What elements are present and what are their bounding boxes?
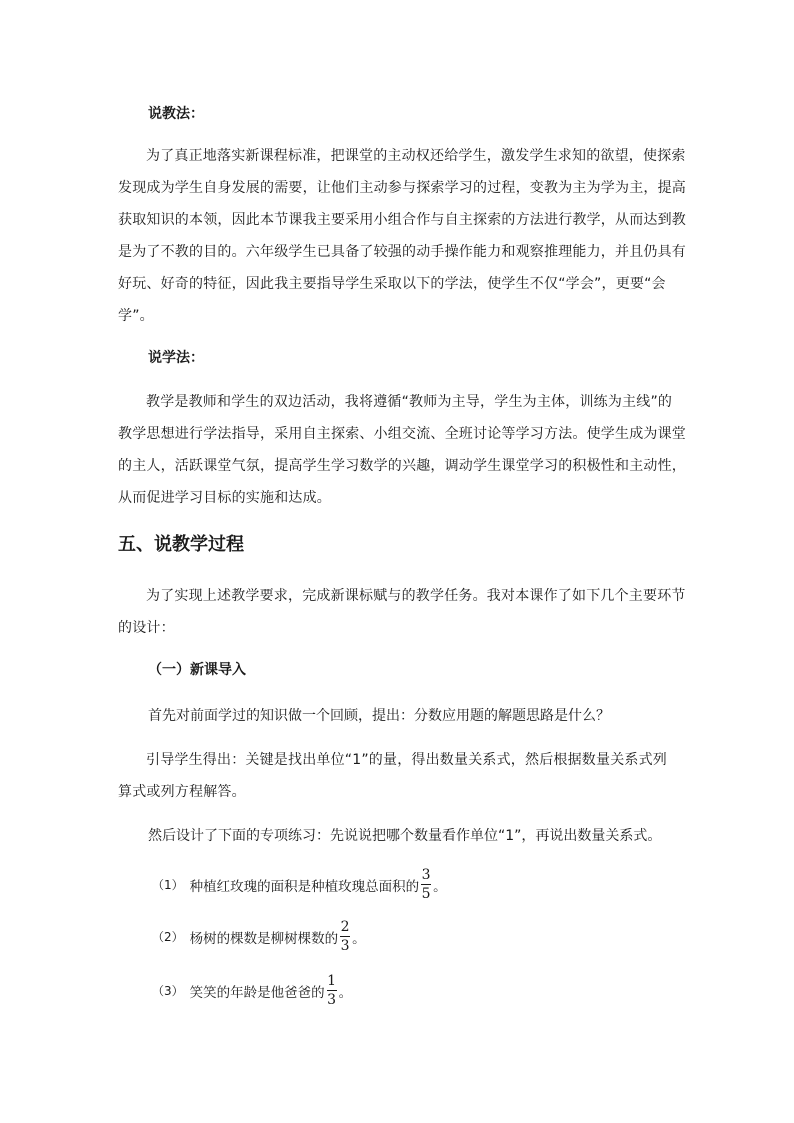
exercise-text: 杨树的棵数是柳树棵数的 (189, 930, 339, 947)
section-intro-paragraph (118, 580, 686, 644)
paragraph-line: 发现成为学生自身发展的需要，让他们主动参与探索学习的过程，变教为主为学为主，提高 (118, 180, 686, 196)
paragraph-line: 获取知识的本领，因此本节课我主要采用小组合作与自主探索的方法进行教学，从而达到教 (118, 212, 686, 228)
fraction-denominator: 3 (327, 992, 337, 1008)
practice-text: 然后设计了下面的专项练习：先说说把哪个数量看作单位“1”，再说出数量关系式。 (148, 828, 662, 844)
fraction-numerator: 1 (327, 973, 337, 989)
fraction-numerator: 3 (421, 867, 431, 883)
exercise-text: 笑笑的年龄是他爸爸的 (189, 984, 325, 1001)
paragraph-line: 好玩、好奇的特征，因此我主要指导学生采取以下的学法，使学生不仅“学会”，更要“会 (118, 276, 666, 292)
review-text: 首先对前面学过的知识做一个回顾，提出：分数应用题的解题思路是什么？ (148, 708, 610, 724)
fraction (340, 920, 350, 953)
new-lesson-heading: （一）新课导入 (148, 662, 246, 678)
exercise-number: （2） (152, 930, 184, 944)
learning-method-heading: 说学法： (148, 350, 204, 366)
exercise-number: （3） (152, 984, 184, 998)
paragraph-line: 为了真正地落实新课程标准，把课堂的主动权还给学生，激发学生求知的欲望，使探索 (146, 148, 686, 164)
paragraph-line: 教学是教师和学生的双边活动，我将遵循“教师为主导，学生为主体，训练为主线”的 (146, 394, 673, 410)
exercise-item (152, 868, 447, 901)
exercise-item (152, 974, 352, 1007)
exercise-number: （1） (152, 878, 184, 892)
guide-paragraph (118, 744, 678, 808)
exercise-end: 。 (338, 984, 353, 1001)
paragraph-line: 是为了不教的目的。六年级学生已具备了较强的动手操作能力和观察推理能力，并且仍具有 (118, 244, 686, 260)
paragraph-line: 的主人，活跃课堂气氛，提高学生学习数学的兴趣，调动学生课堂学习的积极性和主动性， (118, 458, 686, 474)
exercise-item (152, 920, 366, 953)
paragraph-line: 算式或列方程解答。 (118, 784, 246, 800)
section-heading: 五、说教学过程 (118, 534, 244, 555)
fraction-numerator: 2 (340, 919, 350, 935)
exercise-text: 种植红玫瑰的面积是种植玫瑰总面积的 (189, 878, 420, 895)
teaching-method-paragraph (118, 140, 686, 332)
fraction (421, 868, 431, 901)
fraction-bar (327, 990, 337, 991)
exercise-end: 。 (433, 878, 447, 895)
paragraph-line: 为了实现上述教学要求，完成新课标赋与的教学任务。我对本课作了如下几个主要环节 (146, 588, 686, 604)
fraction-bar (340, 936, 350, 937)
paragraph-line: 引导学生得出：关键是找出单位“1”的量，得出数量关系式，然后根据数量关系式列 (146, 752, 668, 768)
paragraph-line: 的设计： (118, 620, 175, 636)
paragraph-line: 教学思想进行学法指导，采用自主探索、小组交流、全班讨论等学习方法。使学生成为课堂 (118, 426, 686, 442)
paragraph-line: 从而促进学习目标的实施和达成。 (118, 490, 331, 506)
exercise-end: 。 (352, 930, 366, 947)
fraction (327, 974, 337, 1007)
learning-method-paragraph (118, 386, 686, 514)
paragraph-line: 学”。 (118, 308, 154, 324)
teaching-method-heading: 说教法： (148, 106, 204, 122)
fraction-denominator: 3 (340, 938, 350, 954)
fraction-bar (421, 884, 431, 885)
fraction-denominator: 5 (421, 886, 431, 902)
